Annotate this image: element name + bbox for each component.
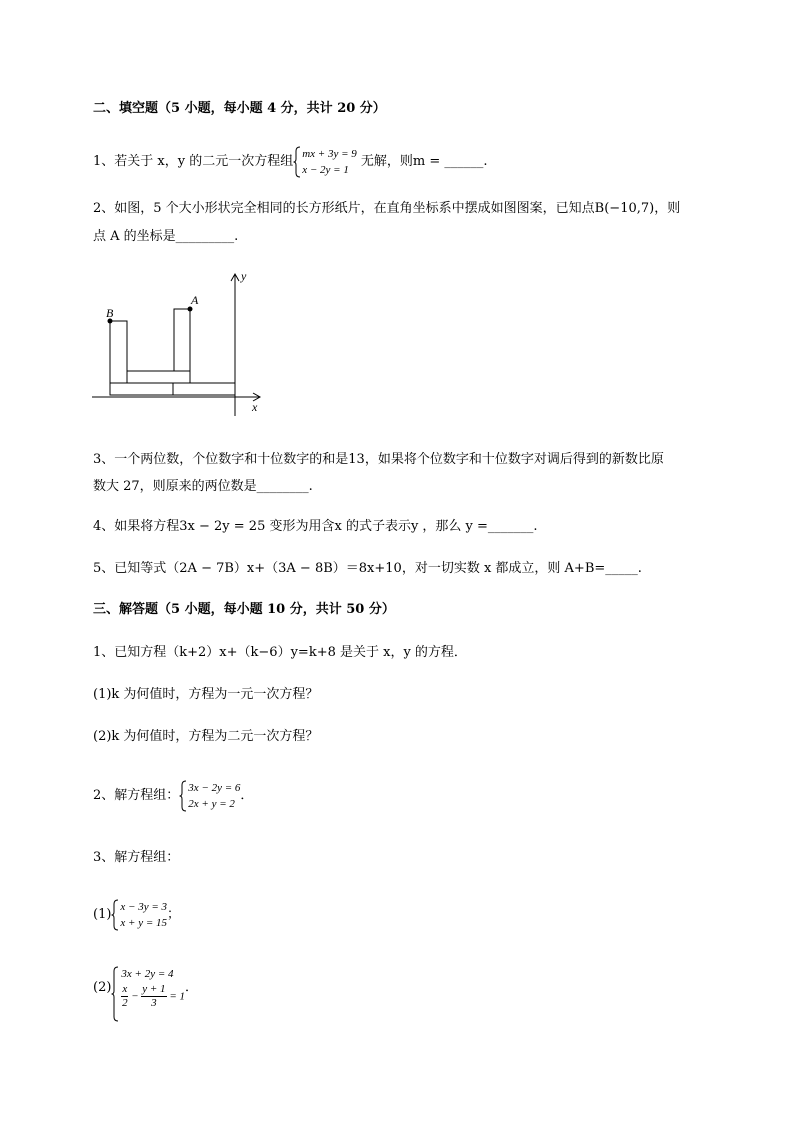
left-brace-icon (111, 966, 119, 1022)
point-a (188, 307, 193, 312)
s3-q3-part2 (93, 966, 198, 1010)
s3-q2-eq1: 3x − 2y = 6 (188, 782, 241, 794)
fraction-y-plus-1-over-3 (141, 983, 166, 1010)
s2-question-4: 4、如果将方程3x − 2y = 25 变形为用含x 的式子表示y ，那么 y =_______. (93, 519, 538, 534)
s3-q3-part2-suffix: ． (185, 980, 199, 996)
s3-question-2 (93, 780, 253, 812)
s2-q2-line1: 2、如图，5 个大小形状完全相同的长方形纸片，在直角坐标系中摆成如图图案，已知点B(−10,7)，则 (93, 201, 681, 216)
fraction-numerator: y + 1 (142, 982, 166, 995)
rectangle-bottom-right (173, 383, 235, 395)
rectangle-bottom-left (110, 383, 173, 395)
s3-q3-stem: 3、解方程组： (93, 850, 180, 865)
s3-q1-stem: 1、已知方程（k+2）x+（k−6）y=k+8 是关于 x，y 的方程． (93, 645, 467, 660)
s2-q3-line2: 数大 27，则原来的两位数是________. (93, 479, 313, 494)
fraction-denominator: 2 (122, 996, 128, 1009)
s2-q3-line1: 3、一个两位数，个位数字和十位数字的和是13，如果将个位数字和十位数字对调后得到的新数比原 (93, 452, 664, 467)
s3-q3-part2-label: (2) (93, 980, 112, 996)
s2-question-1 (93, 146, 488, 178)
s2-question-5: 5、已知等式（2A − 7B）x+（3A − 8B）＝8x+10，对一切实数 x 都成立，则 A+B=_____. (93, 561, 642, 576)
equation-rhs: = 1 (169, 990, 185, 1003)
s3-q3-part2-eq1: 3x + 2y = 4 (121, 968, 174, 980)
s3-q2-prefix: 2、解方程组： (93, 788, 180, 803)
s2-q2-figure (90, 266, 270, 418)
s2-q1-suffix: 无解，则m = ______. (356, 154, 488, 169)
s3-q1-part1: (1)k 为何值时，方程为一元一次方程？ (93, 687, 319, 702)
s2-q1-system (293, 146, 357, 178)
s3-q3-part1-suffix: ； (167, 907, 181, 922)
s3-q2-suffix: ． (240, 788, 254, 803)
s3-q2-eq2: 2x + y = 2 (188, 798, 235, 810)
fraction-denominator: 3 (151, 996, 157, 1009)
rectangle-vertical-right (174, 309, 190, 371)
s3-q1-part2: (2)k 为何值时，方程为二元一次方程？ (93, 729, 319, 744)
s2-q2-line2: 点 A 的坐标是_________. (93, 229, 239, 244)
rectangle-middle (127, 371, 190, 383)
s2-q1-eq2: x − 2y = 1 (302, 164, 349, 176)
y-axis-label: y (241, 269, 247, 283)
left-brace-icon (179, 780, 187, 812)
s3-q3-part1-eq2: x + y = 15 (120, 917, 168, 929)
left-brace-icon (111, 899, 119, 931)
s3-q3-part1 (93, 899, 180, 931)
s2-q1-eq1: mx + 3y = 9 (302, 148, 357, 160)
s3-q3-part1-eq1: x − 3y = 3 (120, 901, 168, 913)
s3-q3-part2-system (111, 966, 185, 1010)
s3-q3-part1-label: (1) (93, 907, 112, 922)
section2-title: 二、填空题（5 小题，每小题 4 分，共计 20 分） (93, 101, 386, 116)
point-a-label: A (191, 293, 199, 307)
x-axis-label: x (252, 400, 258, 414)
section3-title: 三、解答题（5 小题，每小题 10 分，共计 50 分） (93, 602, 395, 617)
left-brace-icon (293, 146, 301, 178)
fraction-x-over-2 (121, 983, 128, 1010)
fraction-numerator: x (122, 982, 128, 995)
point-b-label: B (106, 306, 114, 320)
s3-q3-part2-eq2 (121, 982, 185, 1010)
minus-sign: − (131, 990, 139, 1003)
s3-q3-part1-system (111, 899, 167, 931)
s3-q2-system (179, 780, 240, 812)
s2-q1-prefix: 1、若关于 x，y 的二元一次方程组 (93, 154, 294, 169)
rectangle-vertical-left (110, 321, 127, 383)
